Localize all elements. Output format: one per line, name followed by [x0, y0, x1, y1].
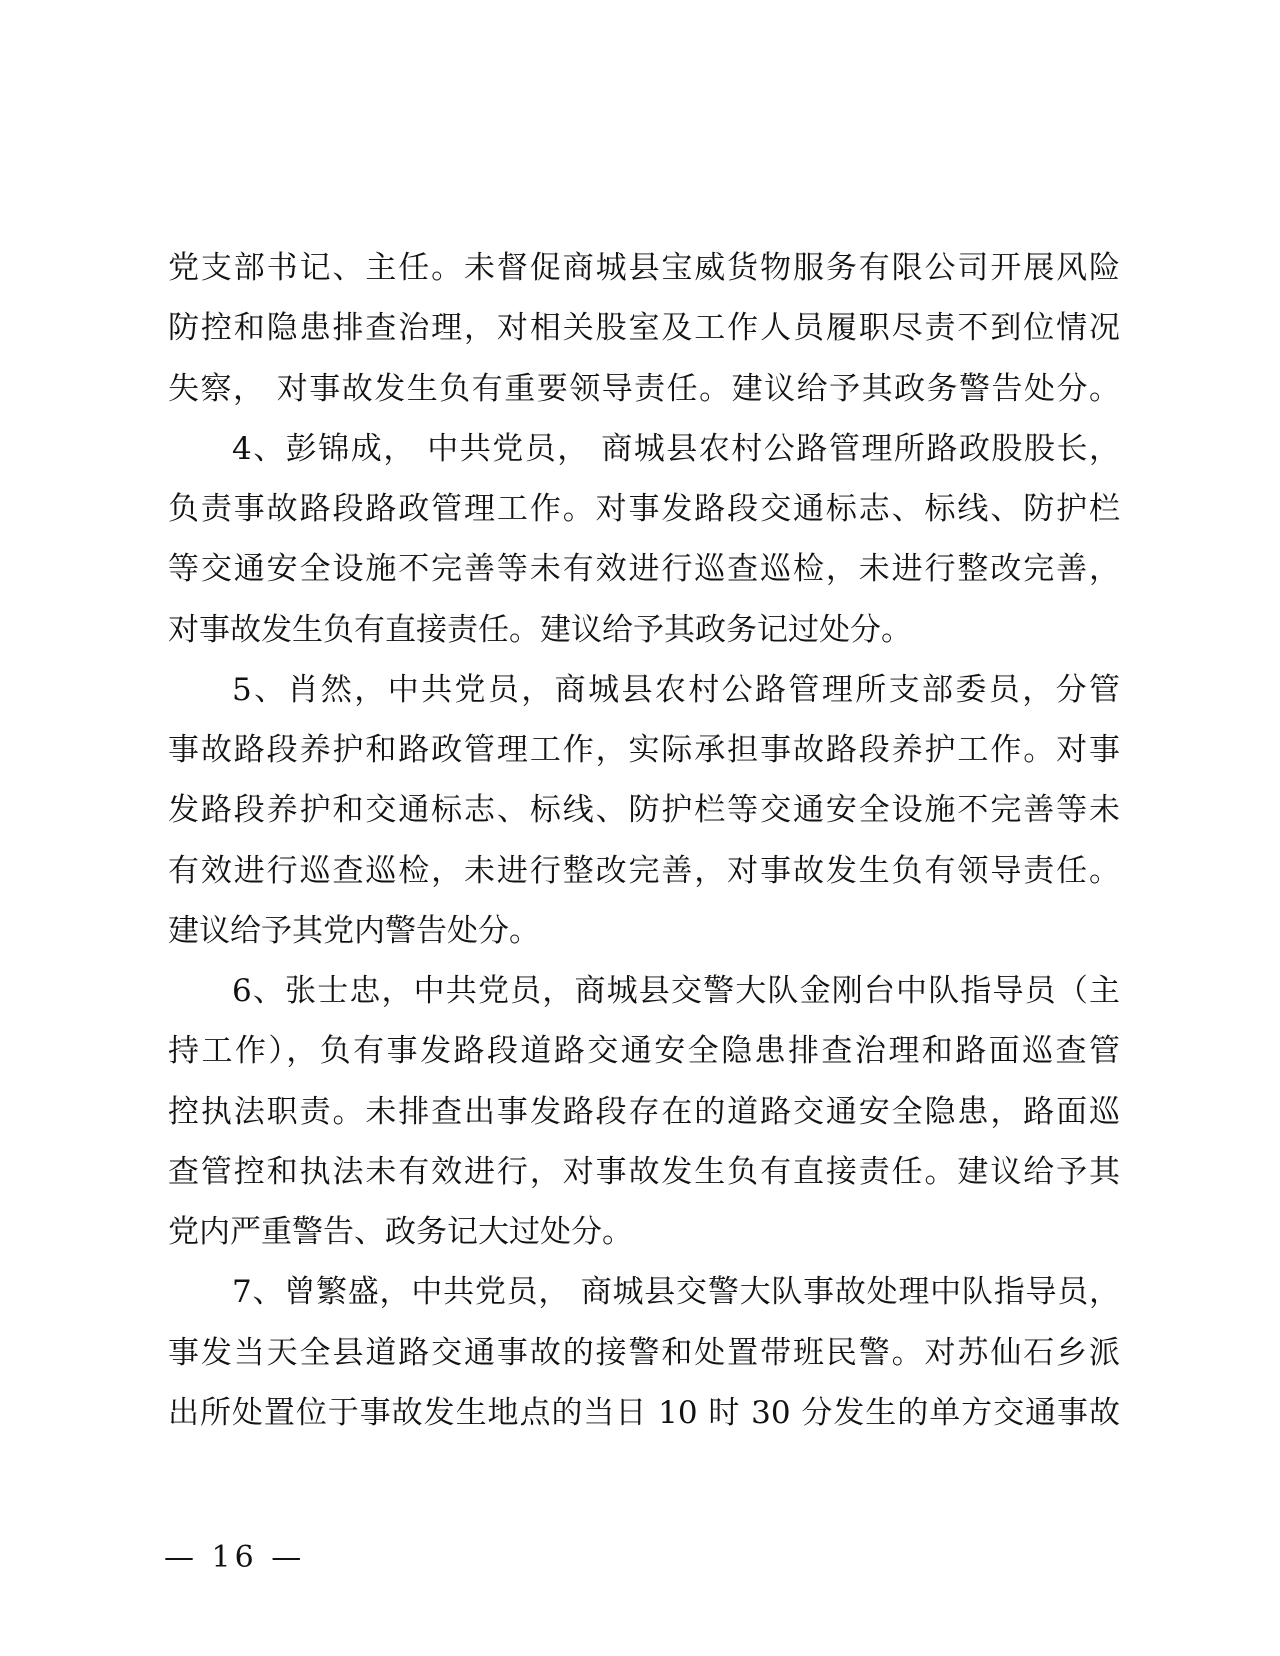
text-line: 有效进行巡查巡检，未进行整改完善，对事故发生负有领导责任。: [168, 852, 1120, 889]
text-line: 控执法职责。未排查出事发路段存在的道路交通安全隐患，路面巡: [168, 1093, 1120, 1130]
text-line: 党内严重警告、政务记大过处分。: [168, 1214, 633, 1250]
text-line: 事故路段养护和路政管理工作，实际承担事故路段养护工作。对事: [168, 732, 1120, 768]
text-line: 4、彭锦成， 中共党员， 商城县农村公路管理所路政股股长，: [232, 430, 1120, 467]
text-line: 发路段养护和交通标志、标线、防护栏等交通安全设施不完善等未: [168, 792, 1120, 829]
text-line: 查管控和执法未有效进行，对事故发生负有直接责任。建议给予其: [168, 1153, 1120, 1190]
text-line: 出所处置位于事故发生地点的当日 10 时 30 分发生的单方交通事故: [168, 1394, 1120, 1431]
text-line: 6、张士忠，中共党员，商城县交警大队金刚台中队指导员（主: [232, 973, 1120, 1009]
text-line: 防控和隐患排查治理，对相关股室及工作人员履职尽责不到位情况: [168, 310, 1120, 347]
text-line: 建议给予其党内警告处分。: [168, 912, 540, 949]
text-line: 对事故发生负有直接责任。建议给予其政务记过处分。: [168, 611, 912, 648]
text-line: 失察， 对事故发生负有重要领导责任。建议给予其政务警告处分。: [168, 370, 1120, 407]
text-line: 7、曾繁盛，中共党员， 商城县交警大队事故处理中队指导员，: [232, 1274, 1120, 1311]
text-line: 事发当天全县道路交通事故的接警和处置带班民警。对苏仙石乡派: [168, 1334, 1120, 1371]
document-body: [168, 238, 1120, 1443]
page-number: — 16 —: [164, 1540, 306, 1575]
text-line: 持工作），负有事发路段道路交通安全隐患排查治理和路面巡查管: [168, 1033, 1120, 1070]
text-line: 等交通安全设施不完善等未有效进行巡查巡检，未进行整改完善，: [168, 551, 1120, 588]
text-line: 党支部书记、主任。未督促商城县宝威货物服务有限公司开展风险: [168, 250, 1120, 286]
text-line: 5、肖然，中共党员，商城县农村公路管理所支部委员，分管: [232, 671, 1120, 708]
text-line: 负责事故路段路政管理工作。对事发路段交通标志、标线、防护栏: [168, 491, 1120, 527]
